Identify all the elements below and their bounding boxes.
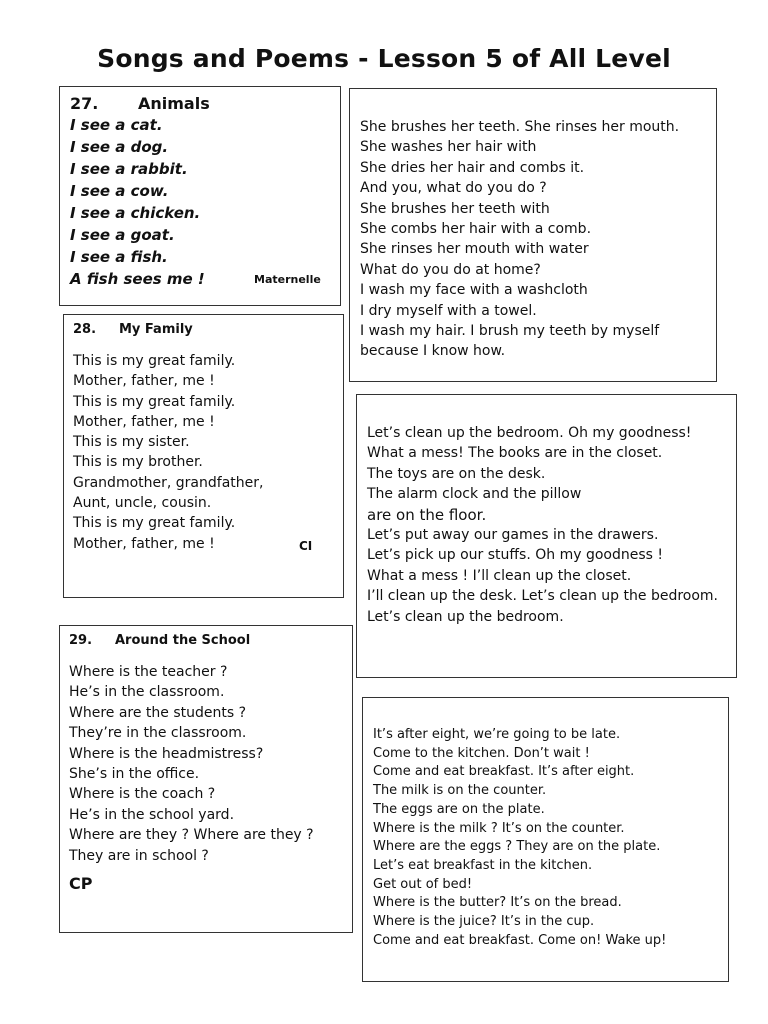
poem-line: Come to the kitchen. Don’t wait ! [373, 745, 590, 761]
poem-line: Where are the students ? [69, 704, 247, 721]
poem-family-box [63, 314, 344, 598]
poem-line: Let’s clean up the bedroom. Oh my goodness! [367, 425, 692, 441]
poem-line: Where is the headmistress? [69, 745, 264, 762]
poem-line: Let’s eat breakfast in the kitchen. [373, 857, 593, 873]
poem-number: 29. [69, 633, 93, 648]
poem-line: What a mess! The books are in the closet. [367, 445, 663, 462]
level-tag: CP [69, 874, 93, 894]
level-tag: CI [299, 538, 313, 553]
poem-line: What do you do at home? [360, 261, 541, 278]
poem-line: Come and eat breakfast. Come on! Wake up! [373, 932, 667, 948]
poem-line: Aunt, uncle, cousin. [73, 495, 212, 512]
poem-line: Where are the eggs ? They are on the plate. [373, 839, 661, 855]
poem-line: Where is the butter? It’s on the bread. [373, 895, 622, 911]
poem-heading [69, 632, 343, 650]
poem-line: A fish sees me ! [70, 270, 205, 288]
poem-hygiene-box [349, 88, 717, 382]
poem-line: She washes her hair with [360, 139, 537, 156]
poem-line: Mother, father, me ! [73, 535, 215, 552]
poem-line: I’ll clean up the desk. Let’s clean up the bedroom. [367, 588, 718, 605]
poem-heading [73, 321, 334, 339]
poem-title: Around the School [115, 633, 251, 648]
poem-line: She brushes her teeth with [360, 200, 550, 217]
poem-line: I wash my hair. I brush my teeth by myself [360, 323, 660, 340]
poem-line: This is my great family. [73, 353, 236, 369]
poem-line-last [70, 268, 330, 290]
poem-line: I see a cat. [70, 116, 163, 134]
poem-line: This is my brother. [73, 454, 203, 471]
page-title: Songs and Poems - Lesson 5 of All Level [97, 44, 671, 73]
poem-line: are on the floor. [367, 505, 487, 524]
poem-line: She dries her hair and combs it. [360, 159, 585, 176]
poem-line: Where are they ? Where are they ? [69, 827, 314, 844]
poem-line: The toys are on the desk. [367, 465, 546, 482]
poem-line: This is my sister. [73, 434, 190, 451]
poem-line: I see a cow. [70, 182, 169, 200]
poem-line: Come and eat breakfast. It’s after eight. [373, 764, 635, 780]
poem-line: Grandmother, grandfather, [73, 474, 264, 491]
poem-line: I see a chicken. [70, 204, 201, 222]
poem-line: He’s in the school yard. [69, 806, 235, 823]
poem-line: Where is the juice? It’s in the cup. [373, 914, 595, 930]
poem-line: Where is the coach ? [69, 786, 216, 803]
poem-line: The alarm clock and the pillow [367, 486, 582, 503]
poem-line: I wash my face with a washcloth [360, 282, 588, 299]
poem-line: I see a goat. [70, 226, 175, 244]
poem-line: This is my great family. [73, 393, 236, 410]
poem-animals-box [59, 86, 341, 306]
poem-line-last [73, 534, 334, 554]
poem-line: Mother, father, me ! [73, 413, 215, 430]
poem-line: She combs her hair with a comb. [360, 221, 592, 238]
poem-line: What a mess ! I’ll clean up the closet. [367, 567, 632, 584]
poem-line: because I know how. [360, 343, 506, 360]
poem-line: I see a fish. [70, 248, 168, 266]
poem-line: Let’s pick up our stuffs. Oh my goodness ! [367, 547, 663, 564]
poem-breakfast-box [362, 697, 729, 982]
poem-line: This is my great family. [73, 515, 236, 532]
poem-title: Animals [138, 94, 210, 113]
poem-line: She brushes her teeth. She rinses her mouth. [360, 119, 680, 135]
poem-school-box [59, 625, 353, 933]
poem-line: Where is the milk ? It’s on the counter. [373, 820, 625, 836]
poem-line: She’s in the office. [69, 766, 200, 783]
poem-line: Mother, father, me ! [73, 373, 215, 390]
poem-line: I see a rabbit. [70, 160, 188, 178]
poem-line: Let’s clean up the bedroom. [367, 608, 564, 625]
poem-line: They are in school ? [69, 847, 209, 864]
poem-line: Let’s put away our games in the drawers. [367, 527, 659, 544]
poem-line: The eggs are on the plate. [373, 801, 545, 817]
poem-line: The milk is on the counter. [373, 783, 547, 799]
level-tag: Maternelle [254, 273, 321, 286]
poem-line: They’re in the classroom. [69, 725, 247, 742]
poem-line: She rinses her mouth with water [360, 241, 589, 258]
poem-line: And you, what do you do ? [360, 180, 547, 197]
poem-line: It’s after eight, we’re going to be late. [373, 727, 621, 742]
poem-heading [70, 94, 330, 114]
poem-line: I dry myself with a towel. [360, 302, 537, 319]
poem-number: 27. [70, 94, 99, 113]
poem-title: My Family [119, 322, 193, 337]
poem-number: 28. [73, 322, 97, 337]
poem-line: I see a dog. [70, 138, 169, 156]
poem-line: Get out of bed! [373, 876, 473, 892]
poem-line: He’s in the classroom. [69, 684, 225, 701]
poem-bedroom-box [356, 394, 737, 678]
poem-line: Where is the teacher ? [69, 664, 228, 680]
